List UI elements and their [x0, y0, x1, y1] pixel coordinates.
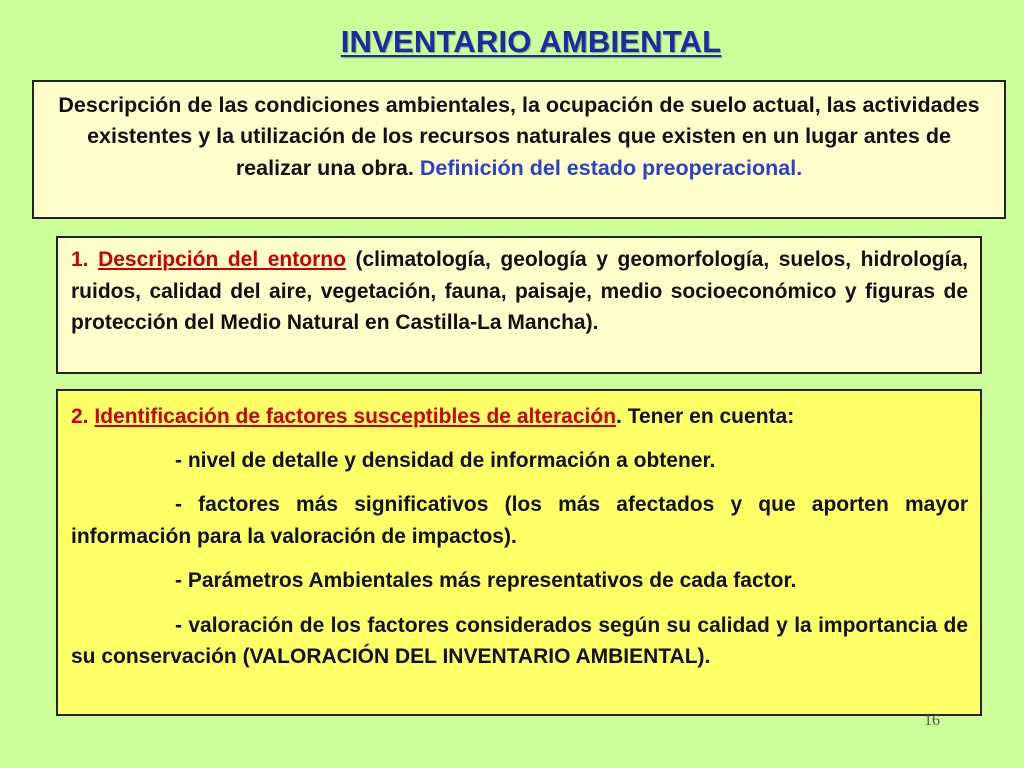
slide-title: INVENTARIO AMBIENTAL	[340, 24, 722, 59]
section-1-body: (climatología, geología y geomorfología, suelos, hidrología, ruidos, calidad del aire, vegetación, fauna, paisaje, medio socioeconómico y figuras de protección del Medio Natural en Castilla-La Mancha).	[71, 248, 968, 334]
definition-box	[32, 80, 1006, 219]
section-1-box	[56, 236, 982, 374]
page-number: 16	[924, 712, 940, 729]
list-item: - nivel de detalle y densidad de información a obtener.	[175, 448, 716, 472]
section-2-intro-paragraph	[71, 401, 968, 433]
list-item: - valoración de los factores considerados según su calidad y la importancia de su conservación (VALORACIÓN DEL INVENTARIO AMBIENTAL).	[71, 613, 968, 668]
section-2-box	[56, 389, 982, 716]
section-2-intro: . Tener en cuenta:	[616, 405, 795, 428]
section-1-paragraph	[71, 244, 968, 339]
definition-highlight: Definición del estado preoperacional	[419, 155, 797, 180]
list-item: - Parámetros Ambientales más representativos de cada factor.	[175, 569, 797, 592]
definition-period: .	[796, 155, 803, 180]
section-2-heading: Identificación de factores susceptibles de alteración	[94, 405, 617, 428]
section-1-heading: Descripción del entorno	[98, 248, 346, 271]
list-item: - factores más significativos (los más afectados y que aporten mayor información para la valoración de impactos).	[71, 493, 968, 548]
definition-text: Descripción de las condiciones ambientales, la ocupación de suelo actual, las actividades existentes y la utilización de los recursos naturales que existen en un lugar antes de realizar una obra.	[58, 93, 980, 180]
section-1-number: 1.	[71, 248, 89, 271]
section-2-number: 2.	[71, 405, 89, 428]
